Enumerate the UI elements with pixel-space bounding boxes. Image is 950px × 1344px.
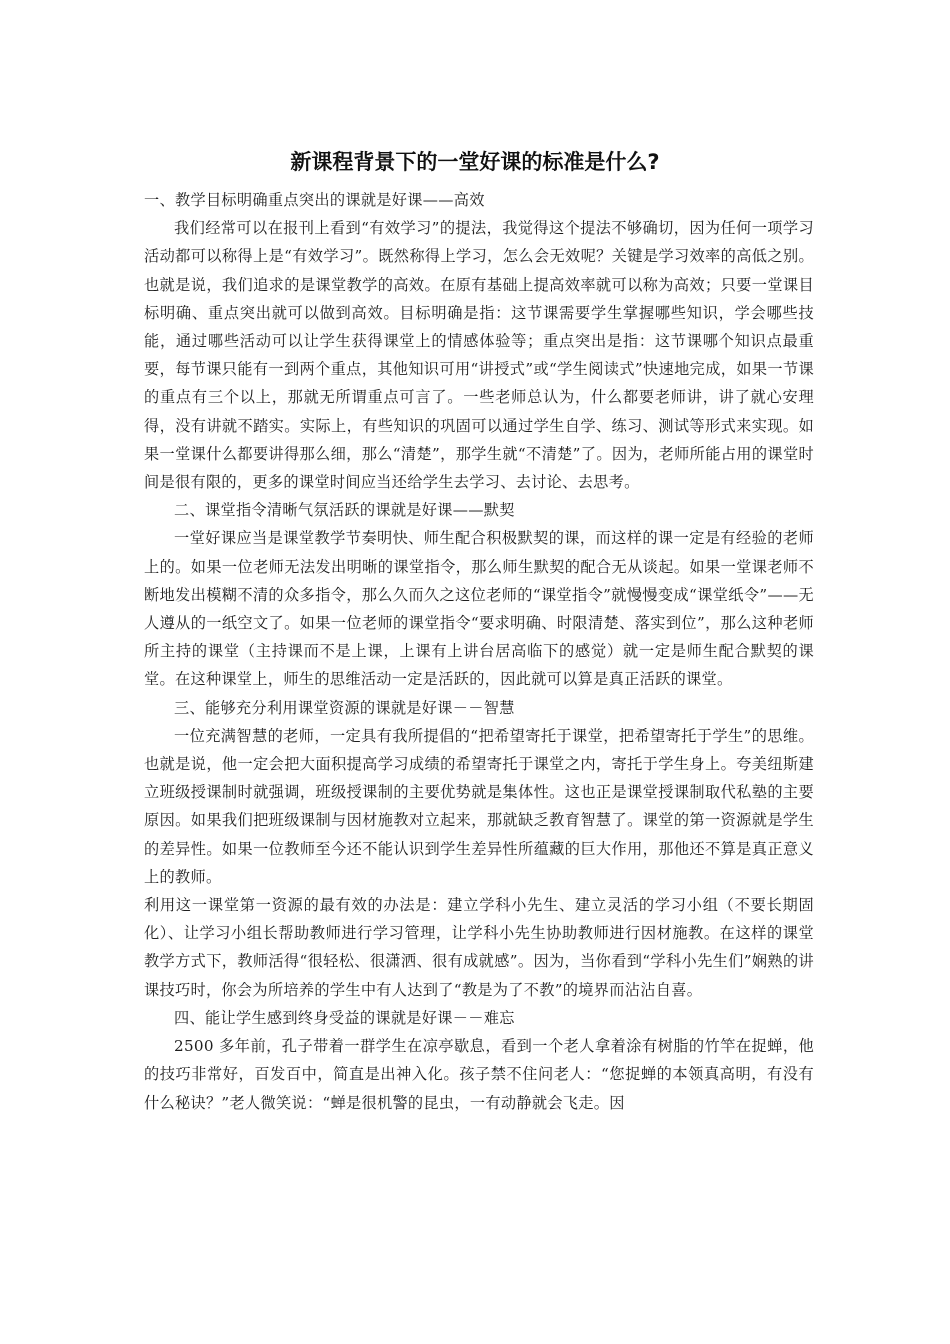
paragraph: 一堂好课应当是课堂教学节奏明快、师生配合积极默契的课，而这样的课一定是有经验的老师上的。如果一位老师无法发出明晰的课堂指令，那么师生默契的配合无从谈起。如果一堂课老师不断地发出模糊不清的众多指令，那么久而久之这位老师的“课堂指令”就慢慢变成“课堂纸令”——无人遵从的一纸空文了。如果一位老师的课堂指令“要求明确、时限清楚、落实到位”，那么这种老师所主持的课堂（主持课而不是上课，上课有上讲台居高临下的感觉）就一定是师生配合默契的课堂。在这种课堂上，师生的思维活动一定是活跃的，因此就可以算是真正活跃的课堂。 <box>144 529 814 689</box>
section-heading-4: 四、能让学生感到终身受益的课就是好课－－难忘 <box>174 1008 515 1027</box>
section-heading-2: 二、课堂指令清晰气氛活跃的课就是好课——默契 <box>174 501 515 520</box>
paragraph: 我们经常可以在报刊上看到“有效学习”的提法，我觉得这个提法不够确切，因为任何一项学习活动都可以称得上是“有效学习”。既然称得上学习，怎么会无效呢？关键是学习效率的高低之别。也就是说，我们追求的是课堂教学的高效。在原有基础上提高效率就可以称为高效；只要一堂课目标明确、重点突出就可以做到高效。目标明确是指：这节课需要学生掌握哪些知识，学会哪些技能，通过哪些活动可以让学生获得课堂上的情感体验等；重点突出是指：这节课哪个知识点最重要，每节课只能有一到两个重点，其他知识可用“讲授式”或“学生阅读式”快速地完成，如果一节课的重点有三个以上，那就无所谓重点可言了。一些老师总认为，什么都要老师讲，讲了就心安理得，没有讲就不踏实。实际上，有些知识的巩固可以通过学生自学、练习、测试等形式来实现。如果一堂课什么都要讲得那么细，那么“清楚”，那学生就“不清楚”了。因为，老师所能占用的课堂时间是很有限的，更多的课堂时间应当还给学生去学习、去讨论、去思考。 <box>144 219 814 492</box>
document-body <box>144 186 814 1117</box>
paragraph: 一位充满智慧的老师，一定具有我所提倡的“把希望寄托于课堂，把希望寄托于学生”的思维。也就是说，他一定会把大面积提高学习成绩的希望寄托于课堂之内，寄托于学生身上。夸美纽斯建立班级授课制时就强调，班级授课制的主要优势就是集体性。这也正是课堂授课制取代私塾的主要原因。如果我们把班级课制与因材施教对立起来，那就缺乏教育智慧了。课堂的第一资源就是学生的差异性。如果一位教师至今还不能认识到学生差异性所蕴藏的巨大作用，那他还不算是真正意义上的教师。 <box>144 726 814 886</box>
section-heading-3: 三、能够充分利用课堂资源的课就是好课－－智慧 <box>174 698 515 717</box>
section-heading-1: 一、教学目标明确重点突出的课就是好课——高效 <box>144 191 485 209</box>
paragraph: 2500 多年前，孔子带着一群学生在凉亭歇息，看到一个老人拿着涂有树脂的竹竿在捉蝉，他的技巧非常好，百发百中，简直是出神入化。孩子禁不住问老人：“您捉蝉的本领真高明，有没有什么秘诀？”老人微笑说：“蝉是很机警的昆虫，一有动静就会飞走。因 <box>144 1037 814 1112</box>
document-title: 新课程背景下的一堂好课的标准是什么? <box>290 150 660 174</box>
paragraph: 利用这一课堂第一资源的最有效的办法是：建立学科小先生、建立灵活的学习小组（不要长期固化）、让学习小组长帮助教师进行学习管理，让学科小先生协助教师进行因材施教。在这样的课堂教学方式下，教师活得“很轻松、很潇洒、很有成就感”。因为，当你看到“学科小先生们”娴熟的讲课技巧时，你会为所培养的学生中有人达到了“教是为了不教”的境界而沾沾自喜。 <box>144 896 814 999</box>
